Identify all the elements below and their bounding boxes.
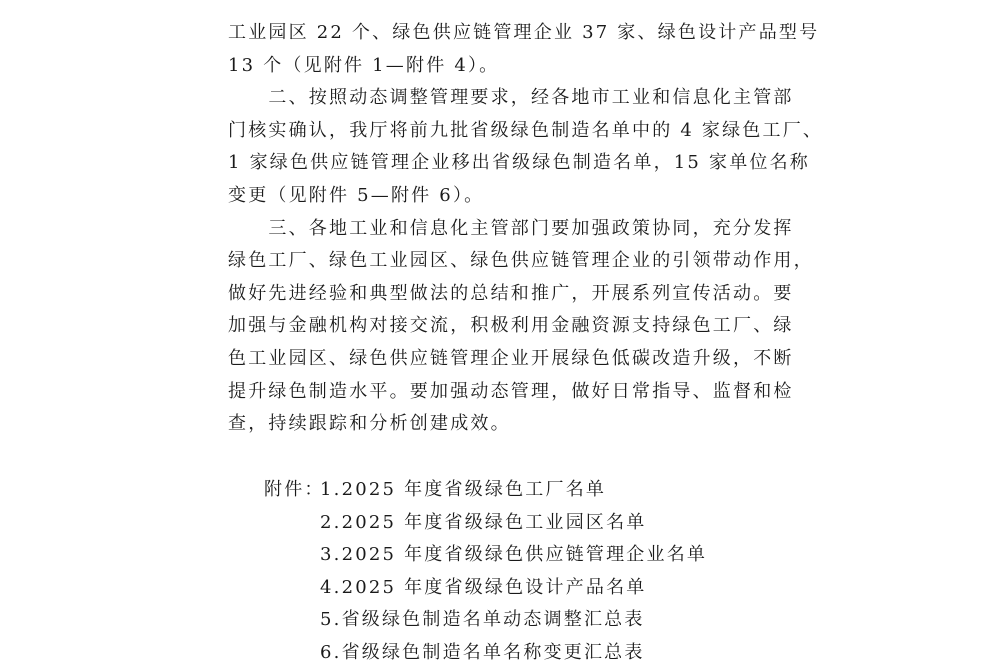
text-line: 三、各地工业和信息化主管部门要加强政策协同，充分发挥: [228, 217, 794, 239]
text-line: 1 家绿色供应链管理企业移出省级绿色制造名单，15 家单位名称: [228, 152, 810, 174]
attachment-title: 3.2025 年度省级绿色供应链管理企业名单: [320, 544, 708, 566]
text-line: 色工业园区、绿色供应链管理企业开展绿色低碳改造升级，不断: [228, 347, 794, 369]
attachment-title: 2.2025 年度省级绿色工业园区名单: [320, 511, 647, 533]
text-line: 做好先进经验和典型做法的总结和推广，开展系列宣传活动。要: [228, 282, 794, 304]
attachment-item: [264, 572, 764, 605]
attachments-label: 附件：: [264, 479, 325, 500]
text-line: 绿色工厂、绿色工业园区、绿色供应链管理企业的引领带动作用，: [228, 250, 814, 272]
paragraph-1-continuation: [228, 17, 820, 82]
attachment-item: [264, 604, 764, 637]
text-line: 加强与金融机构对接交流，积极利用金融资源支持绿色工厂、绿: [228, 315, 794, 337]
attachment-title: 6.省级绿色制造名单名称变更汇总表: [320, 641, 645, 663]
text-line: 查，持续跟踪和分析创建成效。: [228, 413, 511, 435]
attachment-item: [264, 474, 764, 507]
paragraph-2: [228, 82, 824, 212]
attachment-title: 5.省级绿色制造名单动态调整汇总表: [320, 609, 645, 631]
attachment-item: [264, 637, 764, 670]
text-line: 工业园区 22 个、绿色供应链管理企业 37 家、绿色设计产品型号: [228, 22, 820, 43]
attachment-item: [264, 539, 764, 572]
document-body: [228, 17, 824, 441]
text-line: 13 个（见附件 1—附件 4）。: [228, 54, 500, 76]
attachments-list: [264, 474, 764, 670]
attachment-item: [264, 507, 764, 540]
attachment-title: 4.2025 年度省级绿色设计产品名单: [320, 576, 647, 598]
text-line: 门核实确认，我厅将前九批省级绿色制造名单中的 4 家绿色工厂、: [228, 119, 824, 141]
text-line: 二、按照动态调整管理要求，经各地市工业和信息化主管部: [228, 87, 794, 109]
paragraph-3: [228, 213, 814, 441]
text-line: 提升绿色制造水平。要加强动态管理，做好日常指导、监督和检: [228, 380, 794, 402]
attachment-title: 1.2025 年度省级绿色工厂名单: [320, 479, 607, 500]
text-line: 变更（见附件 5—附件 6）。: [228, 184, 485, 206]
